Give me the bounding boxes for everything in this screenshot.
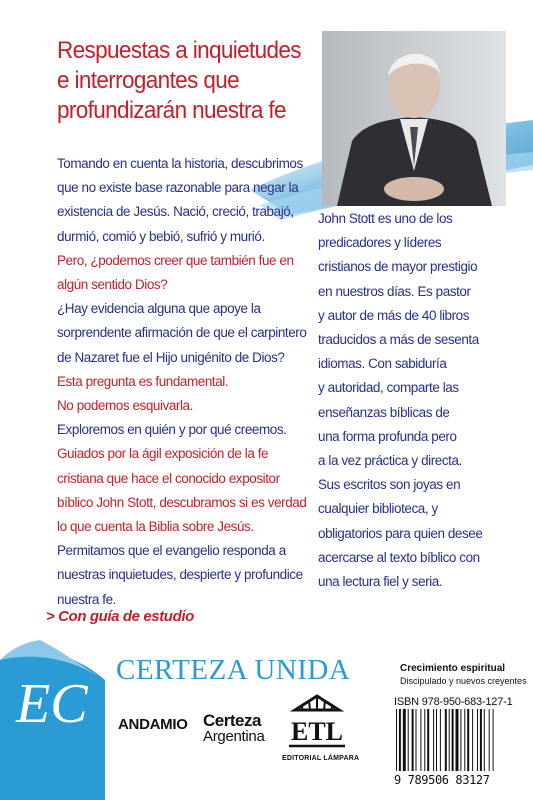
synopsis-line: cristiana que hace el conocido expositor	[57, 470, 280, 487]
headline-line: e interrogantes que	[57, 67, 240, 94]
barcode-bar	[440, 709, 441, 771]
isbn-label: ISBN 978-950-683-127-1	[394, 696, 513, 708]
andamio-logo: ANDAMIO	[118, 716, 188, 733]
certeza-word: Certeza	[203, 711, 261, 730]
publisher-brand: CERTEZA UNIDA	[116, 654, 351, 686]
synopsis-line: que no existe base razonable para negar la	[57, 180, 299, 197]
category-main: Crecimiento espiritual	[400, 663, 506, 674]
bio-line: John Stott es uno de los	[318, 211, 453, 227]
synopsis-line: durmió, comió y bebió, sufrió y murió.	[57, 228, 265, 245]
bio-line: una forma profunda pero	[318, 428, 457, 445]
lampara-logo	[283, 692, 351, 754]
synopsis-line: nuestra fe.	[57, 591, 116, 608]
barcode-bar	[416, 709, 417, 771]
author-bio	[318, 207, 523, 594]
certeza-argentina-logo	[203, 713, 265, 745]
lampara-label: EDITORIAL LÁMPARA	[282, 755, 360, 762]
headline-line: Respuestas a inquietudes	[57, 37, 301, 64]
synopsis-line: Pero, ¿podemos creer que también fue en	[57, 252, 294, 269]
synopsis-line: Permitamos que el evangelio responda a	[57, 543, 286, 560]
barcode-bar	[464, 709, 465, 771]
synopsis-line: No podemos esquivarla.	[57, 398, 193, 415]
barcode-bar	[480, 709, 482, 771]
synopsis-line: Guiados por la ágil exposición de la fe	[57, 446, 269, 463]
synopsis-line: ¿Hay evidencia alguna que apoye la	[57, 301, 261, 318]
barcode-bar	[427, 709, 429, 771]
synopsis-line: Tomando en cuenta la historia, descubrimos	[57, 156, 303, 172]
synopsis	[57, 152, 317, 612]
lampara-letters: ETL	[290, 717, 344, 746]
synopsis-line: de Nazaret fue el Hijo unigénito de Dios?	[57, 349, 285, 366]
barcode-bar	[424, 709, 425, 771]
bio-line: traducidos a más de sesenta	[318, 332, 479, 349]
bio-line: obligatorios para quien desee	[318, 525, 483, 542]
barcode-bar	[396, 709, 397, 771]
bio-line: enseñanzas bíblicas de	[318, 404, 450, 421]
headline	[57, 36, 305, 126]
certeza-unida-logo	[0, 640, 110, 800]
logo-letters: EC	[16, 673, 88, 735]
barcode-bar	[412, 709, 414, 771]
synopsis-line: nuestras inquietudes, despierte y profundice	[57, 567, 303, 584]
author-photo	[322, 31, 506, 206]
synopsis-line: Esta pregunta es fundamental.	[57, 373, 229, 390]
barcode-bar	[408, 709, 409, 771]
bio-line: Sus escritos son joyas en	[318, 477, 461, 494]
bio-line: acercarse al texto bíblico con	[318, 549, 480, 566]
barcode-bar	[420, 709, 421, 771]
synopsis-line: lo que cuenta la Biblia sobre Jesús.	[57, 519, 254, 536]
barcode-bar	[445, 709, 447, 771]
category-sub: Discipulado y nuevos creyentes	[400, 676, 527, 686]
synopsis-line: existencia de Jesús. Nació, creció, trabajó,	[57, 204, 294, 221]
bio-line: a la vez práctica y directa.	[318, 453, 462, 470]
barcode-number: 9 789506 83127	[394, 773, 490, 787]
study-guide-note: > Con guía de estudio	[46, 608, 194, 625]
synopsis-line: Exploremos en quién y por qué creemos.	[57, 422, 287, 439]
synopsis-line: sorprendente afirmación de que el carpintero	[57, 325, 307, 342]
bio-line: y autoridad, comparte las	[318, 380, 459, 397]
headline-line: profundizarán nuestra fe	[57, 97, 286, 124]
argentina-word: Argentina	[203, 728, 265, 745]
barcode-bar	[484, 709, 485, 771]
barcode-bar	[467, 709, 469, 771]
bio-line: cristianos de mayor prestigio	[318, 259, 478, 276]
barcode-bar	[433, 709, 434, 771]
bio-line: cualquier biblioteca, y	[318, 501, 438, 518]
synopsis-line: bíblico John Stott, descubramos si es verdad	[57, 494, 307, 511]
barcode-bar	[456, 709, 459, 771]
barcode-bar	[452, 709, 454, 771]
barcode	[394, 709, 531, 779]
bio-line: en nuestros días. Es pastor	[318, 283, 471, 300]
barcode-bar	[436, 709, 437, 771]
barcode-bar	[493, 709, 494, 771]
barcode-bar	[460, 709, 461, 771]
bio-line: predicadores y líderes	[318, 235, 442, 252]
barcode-bar	[472, 709, 473, 771]
barcode-bar	[477, 709, 478, 771]
barcode-bar	[449, 709, 450, 771]
bio-line: una lectura fiel y seria.	[318, 574, 443, 591]
barcode-bar	[399, 709, 401, 771]
category-info	[400, 662, 527, 688]
barcode-bar	[403, 709, 406, 771]
barcode-bar	[489, 709, 490, 771]
bio-line: y autor de más de 40 libros	[318, 307, 470, 324]
synopsis-line: algún sentido Dios?	[57, 277, 168, 294]
bio-line: idiomas. Con sabiduría	[318, 356, 447, 373]
